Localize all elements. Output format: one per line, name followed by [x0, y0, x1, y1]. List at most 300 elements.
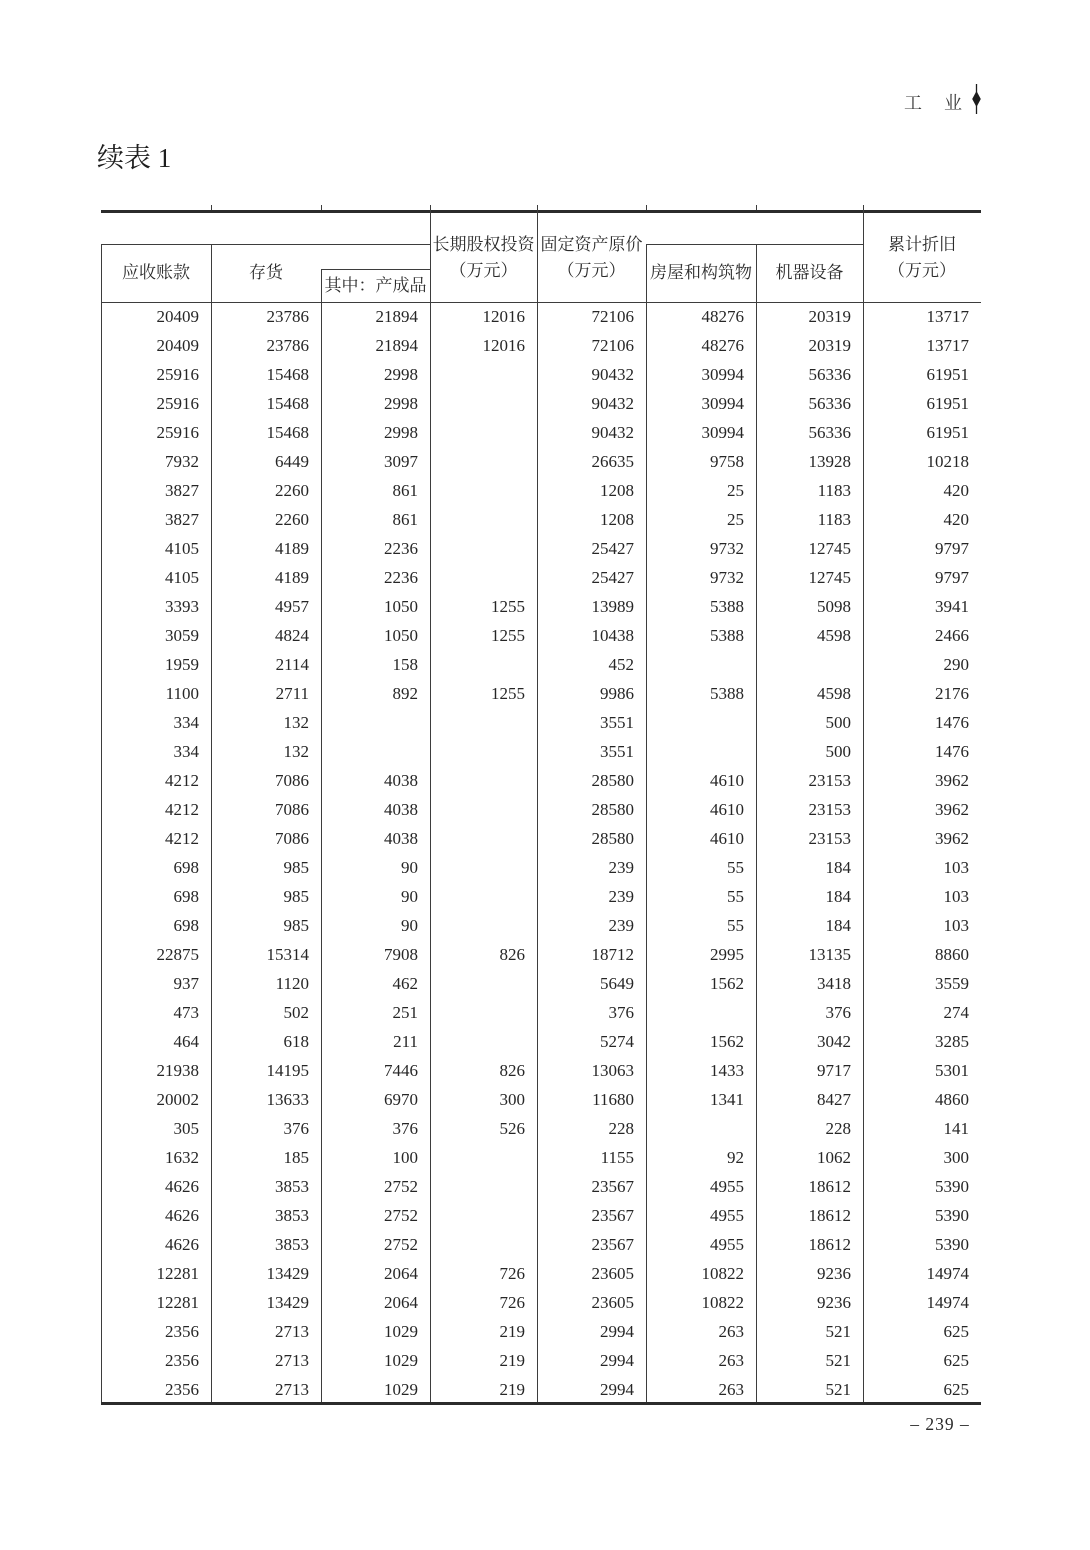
section-ornament-icon — [971, 84, 982, 119]
table-cell: 18612 — [808, 1177, 851, 1196]
table-cell — [430, 1143, 537, 1172]
table-cell: 23786 — [266, 307, 309, 326]
table-cell: 464 — [173, 1032, 199, 1051]
table-cell — [430, 1172, 537, 1201]
column-header-machinery: 机器设备 — [775, 263, 844, 283]
column-header-finished-goods: 其中：产成品 — [324, 275, 427, 295]
table-cell: 11680 — [592, 1090, 634, 1109]
table-cell: 90 — [401, 858, 418, 877]
table-cell: 2752 — [384, 1206, 418, 1225]
column-tick — [321, 205, 322, 210]
table-cell: 1255 — [491, 684, 525, 703]
table-cell: 228 — [825, 1119, 851, 1138]
table-cell: 23153 — [808, 829, 851, 848]
column-header-receivables: 应收账款 — [122, 263, 190, 283]
table-cell: 103 — [943, 916, 969, 935]
table-cell: 2260 — [275, 510, 309, 529]
table-cell: 2998 — [384, 423, 418, 442]
table-cell: 48276 — [701, 336, 744, 355]
table-cell — [430, 998, 537, 1027]
table-cell: 1562 — [710, 974, 744, 993]
table-cell: 462 — [392, 974, 418, 993]
table-cell — [321, 737, 430, 766]
table-cell: 861 — [392, 481, 418, 500]
table-cell: 23153 — [808, 771, 851, 790]
table-cell: 184 — [825, 916, 851, 935]
table-cell: 2994 — [600, 1322, 634, 1341]
table-cell: 61951 — [926, 365, 969, 384]
table-cell: 726 — [499, 1264, 525, 1283]
table-cell: 13063 — [591, 1061, 634, 1080]
table-cell — [756, 650, 863, 679]
table-row — [101, 1143, 981, 1172]
table-cell: 6970 — [384, 1090, 418, 1109]
table-cell: 3827 — [165, 481, 199, 500]
table-cell: 90432 — [591, 394, 634, 413]
table-cell: 1433 — [710, 1061, 744, 1080]
table-cell: 10438 — [591, 626, 634, 645]
table-cell — [430, 650, 537, 679]
table-row — [101, 766, 981, 795]
table-row — [101, 331, 981, 360]
table-cell: 141 — [943, 1119, 969, 1138]
table-cell — [430, 708, 537, 737]
table-cell: 3285 — [935, 1032, 969, 1051]
table-cell: 698 — [173, 916, 199, 935]
table-cell: 13135 — [808, 945, 851, 964]
table-cell: 2064 — [384, 1264, 418, 1283]
table-cell: 72106 — [591, 307, 634, 326]
table-cell: 219 — [499, 1322, 525, 1341]
table-cell: 100 — [392, 1148, 418, 1167]
table-cell: 13429 — [266, 1264, 309, 1283]
table-cell: 2711 — [275, 684, 309, 703]
table-cell: 12016 — [482, 336, 525, 355]
table-cell: 9236 — [817, 1293, 851, 1312]
table-cell: 219 — [499, 1351, 525, 1370]
table-row — [101, 505, 981, 534]
column-tick — [756, 205, 757, 210]
table-cell: 2356 — [165, 1380, 199, 1399]
table-cell: 521 — [825, 1322, 851, 1341]
table-cell: 1029 — [384, 1380, 418, 1399]
table-cell: 25916 — [156, 394, 199, 413]
table-row — [101, 737, 981, 766]
table-cell: 500 — [825, 742, 851, 761]
table-cell: 4598 — [817, 626, 851, 645]
table-row — [101, 824, 981, 853]
column-header-depreciation: 累计折旧 （万元） — [888, 235, 956, 280]
table-cell: 625 — [943, 1351, 969, 1370]
table-cell: 5390 — [935, 1177, 969, 1196]
table-cell: 521 — [825, 1380, 851, 1399]
table-row — [101, 1346, 981, 1375]
table-cell: 4038 — [384, 771, 418, 790]
table-row — [101, 447, 981, 476]
page-title: 续表 1 — [97, 143, 172, 173]
table-cell: 239 — [608, 887, 634, 906]
column-header-inventory: 存货 — [249, 263, 283, 283]
table-cell: 4598 — [817, 684, 851, 703]
table-cell: 56336 — [808, 394, 851, 413]
table-cell: 9986 — [600, 684, 634, 703]
table-cell: 1255 — [491, 597, 525, 616]
table-cell: 861 — [392, 510, 418, 529]
table-cell — [321, 708, 430, 737]
table-cell — [430, 360, 537, 389]
table-cell: 20409 — [156, 307, 199, 326]
table-cell: 23567 — [591, 1206, 634, 1225]
table-cell: 263 — [718, 1380, 744, 1399]
table-cell: 3551 — [600, 742, 634, 761]
table-cell: 2236 — [384, 539, 418, 558]
table-cell: 4610 — [710, 771, 744, 790]
column-tick — [211, 205, 212, 210]
table-cell: 90432 — [591, 365, 634, 384]
table-cell: 3042 — [817, 1032, 851, 1051]
table-cell: 290 — [943, 655, 969, 674]
table-cell: 15468 — [266, 365, 309, 384]
table-cell: 1100 — [165, 684, 199, 703]
table-cell: 1632 — [165, 1148, 199, 1167]
table-cell: 985 — [283, 916, 309, 935]
table-row — [101, 911, 981, 940]
table-cell: 30994 — [701, 394, 744, 413]
table-cell: 7086 — [275, 800, 309, 819]
table-cell: 274 — [943, 1003, 969, 1022]
table-cell: 2752 — [384, 1235, 418, 1254]
table-cell: 55 — [727, 916, 744, 935]
table-cell: 13717 — [926, 307, 969, 326]
table-row — [101, 592, 981, 621]
table-row — [101, 389, 981, 418]
table-cell: 2752 — [384, 1177, 418, 1196]
table-cell: 184 — [825, 858, 851, 877]
table-cell: 9717 — [817, 1061, 851, 1080]
table-row — [101, 418, 981, 447]
table-cell: 23605 — [591, 1293, 634, 1312]
table-row — [101, 621, 981, 650]
table-cell: 625 — [943, 1322, 969, 1341]
table-cell: 4038 — [384, 829, 418, 848]
table-cell: 14974 — [926, 1264, 969, 1283]
table-cell — [430, 505, 537, 534]
table-cell: 2998 — [384, 365, 418, 384]
table-cell: 500 — [825, 713, 851, 732]
table-cell: 25916 — [156, 423, 199, 442]
table-cell: 23567 — [591, 1235, 634, 1254]
table-cell: 12281 — [156, 1264, 199, 1283]
table-cell: 10218 — [926, 452, 969, 471]
table-cell: 9797 — [935, 539, 969, 558]
table-cell: 7446 — [384, 1061, 418, 1080]
table-cell: 521 — [825, 1351, 851, 1370]
table-cell: 1029 — [384, 1322, 418, 1341]
table-cell — [430, 795, 537, 824]
table-cell — [430, 824, 537, 853]
table-cell: 1476 — [935, 742, 969, 761]
table-row — [101, 708, 981, 737]
table-cell: 2356 — [165, 1322, 199, 1341]
table-cell: 28580 — [591, 800, 634, 819]
table-cell: 13989 — [591, 597, 634, 616]
table-cell: 376 — [392, 1119, 418, 1138]
table-cell: 334 — [173, 713, 199, 732]
table-cell: 21894 — [375, 336, 418, 355]
table-cell: 5301 — [935, 1061, 969, 1080]
table-cell: 5274 — [600, 1032, 634, 1051]
table-row — [101, 1085, 981, 1114]
table-cell: 1476 — [935, 713, 969, 732]
table-cell: 9236 — [817, 1264, 851, 1283]
table-cell: 7086 — [275, 771, 309, 790]
table-cell: 55 — [727, 887, 744, 906]
table-cell: 526 — [499, 1119, 525, 1138]
table-cell: 28580 — [591, 771, 634, 790]
table-cell: 4189 — [275, 539, 309, 558]
table-cell: 5390 — [935, 1235, 969, 1254]
table-cell — [646, 650, 756, 679]
table-cell: 1183 — [817, 510, 851, 529]
table-cell: 502 — [283, 1003, 309, 1022]
table-cell: 985 — [283, 887, 309, 906]
table-cell — [430, 1201, 537, 1230]
table-cell: 28580 — [591, 829, 634, 848]
table-cell: 4212 — [165, 829, 199, 848]
table-cell: 10822 — [701, 1293, 744, 1312]
table-cell: 5649 — [600, 974, 634, 993]
table-cell: 239 — [608, 916, 634, 935]
table-row — [101, 1114, 981, 1143]
table-cell: 473 — [173, 1003, 199, 1022]
table-cell: 132 — [283, 713, 309, 732]
table-cell: 5388 — [710, 684, 744, 703]
table-cell: 228 — [608, 1119, 634, 1138]
column-header-buildings: 房屋和构筑物 — [650, 263, 752, 283]
table-cell: 20319 — [808, 336, 851, 355]
table-cell: 420 — [943, 510, 969, 529]
table-cell: 726 — [499, 1293, 525, 1312]
table-cell: 4957 — [275, 597, 309, 616]
table-cell: 1062 — [817, 1148, 851, 1167]
table-cell: 5388 — [710, 626, 744, 645]
table-cell: 8860 — [935, 945, 969, 964]
table-cell: 2994 — [600, 1351, 634, 1370]
table-cell: 3941 — [935, 597, 969, 616]
column-header-longterm-equity: 长期股权投资 （万元） — [432, 235, 535, 280]
table-cell: 4610 — [710, 800, 744, 819]
table-cell: 826 — [499, 945, 525, 964]
table-cell — [430, 1230, 537, 1259]
table-cell: 25 — [727, 481, 744, 500]
table-cell: 132 — [283, 742, 309, 761]
table-row — [101, 1201, 981, 1230]
table-cell: 1183 — [817, 481, 851, 500]
table-cell: 1050 — [384, 597, 418, 616]
table-cell: 2713 — [275, 1380, 309, 1399]
table-cell: 2064 — [384, 1293, 418, 1312]
table-cell: 2998 — [384, 394, 418, 413]
table-row — [101, 1056, 981, 1085]
table-cell — [430, 563, 537, 592]
table-cell: 185 — [283, 1148, 309, 1167]
table-cell — [430, 476, 537, 505]
table-cell: 13429 — [266, 1293, 309, 1312]
table-cell: 18612 — [808, 1235, 851, 1254]
table-cell: 23153 — [808, 800, 851, 819]
table-cell: 376 — [825, 1003, 851, 1022]
table-cell: 4105 — [165, 568, 199, 587]
table-cell: 4212 — [165, 800, 199, 819]
table-cell: 25916 — [156, 365, 199, 384]
table-cell: 72106 — [591, 336, 634, 355]
table-cell: 103 — [943, 858, 969, 877]
table-cell: 3559 — [935, 974, 969, 993]
table-row — [101, 476, 981, 505]
table-cell — [430, 389, 537, 418]
table-cell — [430, 882, 537, 911]
table-cell: 3853 — [275, 1235, 309, 1254]
table-cell: 15468 — [266, 394, 309, 413]
table-cell: 6449 — [275, 452, 309, 471]
table-cell: 61951 — [926, 394, 969, 413]
table-cell: 4626 — [165, 1177, 199, 1196]
table-cell: 9797 — [935, 568, 969, 587]
table-cell: 12745 — [808, 568, 851, 587]
table-cell: 90432 — [591, 423, 634, 442]
table-row — [101, 360, 981, 389]
table-cell: 48276 — [701, 307, 744, 326]
table-cell: 5098 — [817, 597, 851, 616]
table-row — [101, 1375, 981, 1404]
table-cell: 18712 — [591, 945, 634, 964]
table-cell: 3097 — [384, 452, 418, 471]
table-cell: 4955 — [710, 1177, 744, 1196]
table-row — [101, 969, 981, 998]
table-row — [101, 882, 981, 911]
table-cell — [646, 998, 756, 1027]
table-cell — [430, 418, 537, 447]
table-cell: 892 — [392, 684, 418, 703]
table-cell — [646, 737, 756, 766]
table-cell — [430, 911, 537, 940]
table-cell: 7908 — [384, 945, 418, 964]
table-cell: 251 — [392, 1003, 418, 1022]
table-cell: 4626 — [165, 1206, 199, 1225]
table-cell: 21938 — [156, 1061, 199, 1080]
table-cell: 30994 — [701, 423, 744, 442]
table-cell — [430, 766, 537, 795]
table-cell: 25427 — [591, 539, 634, 558]
table-row — [101, 650, 981, 679]
table-cell: 4610 — [710, 829, 744, 848]
table-row — [101, 1172, 981, 1201]
table-cell: 3853 — [275, 1177, 309, 1196]
table-cell: 3962 — [935, 829, 969, 848]
table-cell: 625 — [943, 1380, 969, 1399]
table-cell: 15314 — [266, 945, 309, 964]
table-cell: 9758 — [710, 452, 744, 471]
table-cell: 376 — [608, 1003, 634, 1022]
table-row — [101, 1317, 981, 1346]
table-row — [101, 534, 981, 563]
table-row — [101, 302, 981, 331]
table-cell: 2995 — [710, 945, 744, 964]
table-cell: 1120 — [275, 974, 309, 993]
table-cell: 2114 — [275, 655, 309, 674]
table-cell: 1959 — [165, 655, 199, 674]
table-cell: 4212 — [165, 771, 199, 790]
table-cell — [646, 1114, 756, 1143]
table-row — [101, 1259, 981, 1288]
table-cell: 30994 — [701, 365, 744, 384]
table-cell: 4955 — [710, 1235, 744, 1254]
table-cell — [430, 534, 537, 563]
table-cell: 158 — [392, 655, 418, 674]
data-table — [101, 210, 981, 1405]
table-cell: 184 — [825, 887, 851, 906]
table-cell: 23605 — [591, 1264, 634, 1283]
table-cell: 4860 — [935, 1090, 969, 1109]
table-cell: 3853 — [275, 1206, 309, 1225]
table-cell: 2176 — [935, 684, 969, 703]
table-cell: 15468 — [266, 423, 309, 442]
table-cell: 334 — [173, 742, 199, 761]
table-cell: 21894 — [375, 307, 418, 326]
table-cell: 300 — [943, 1148, 969, 1167]
table-cell — [430, 447, 537, 476]
table-cell: 25427 — [591, 568, 634, 587]
table-cell: 3393 — [165, 597, 199, 616]
table-cell: 103 — [943, 887, 969, 906]
table-cell: 4105 — [165, 539, 199, 558]
table-cell: 56336 — [808, 423, 851, 442]
table-cell: 698 — [173, 858, 199, 877]
table-cell: 92 — [727, 1148, 744, 1167]
table-cell: 4189 — [275, 568, 309, 587]
table-cell: 14974 — [926, 1293, 969, 1312]
table-cell: 698 — [173, 887, 199, 906]
table-cell: 12281 — [156, 1293, 199, 1312]
table-cell: 20002 — [156, 1090, 199, 1109]
table-cell: 90 — [401, 916, 418, 935]
table-cell: 4626 — [165, 1235, 199, 1254]
table-cell: 300 — [499, 1090, 525, 1109]
section-header — [904, 84, 982, 119]
table-cell: 20319 — [808, 307, 851, 326]
table-cell: 13928 — [808, 452, 851, 471]
table-cell: 376 — [283, 1119, 309, 1138]
table-cell: 2356 — [165, 1351, 199, 1370]
table-cell: 2236 — [384, 568, 418, 587]
table-cell: 7086 — [275, 829, 309, 848]
table-cell — [430, 737, 537, 766]
table-cell: 56336 — [808, 365, 851, 384]
table-row — [101, 853, 981, 882]
table-row — [101, 998, 981, 1027]
table-row — [101, 1027, 981, 1056]
table-row — [101, 1288, 981, 1317]
table-cell: 23567 — [591, 1177, 634, 1196]
table-cell: 3418 — [817, 974, 851, 993]
table-cell: 12745 — [808, 539, 851, 558]
table-cell: 219 — [499, 1380, 525, 1399]
table-cell: 452 — [608, 655, 634, 674]
page-number: – 239 – — [910, 1414, 970, 1434]
table-cell: 2713 — [275, 1322, 309, 1341]
table-cell: 3962 — [935, 800, 969, 819]
table-cell: 3059 — [165, 626, 199, 645]
